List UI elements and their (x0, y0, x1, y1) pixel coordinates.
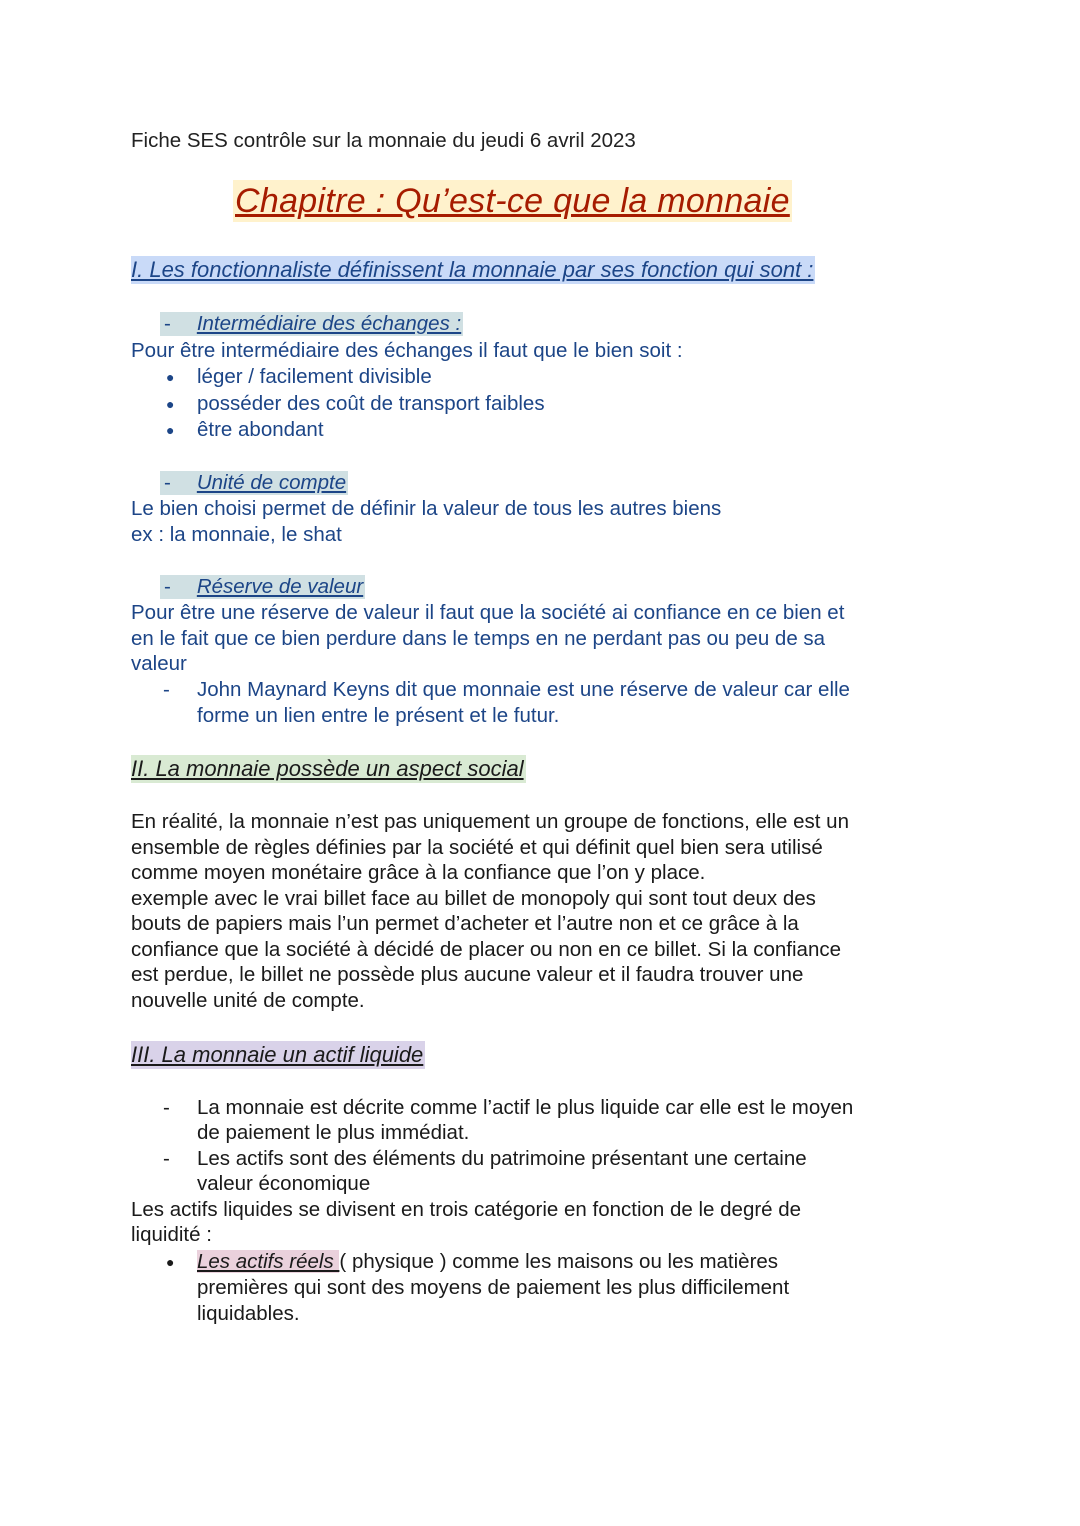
subheading-text: Unité de compte (196, 471, 347, 494)
list-item: léger / facilement divisible (197, 365, 432, 388)
list-item-line: valeur économique (197, 1172, 371, 1195)
list-item-line: La monnaie est décrite comme l’actif le plus liquide car elle est le moyen (197, 1096, 854, 1119)
dash-glyph: - (163, 678, 170, 701)
list-item-line: premières qui sont des moyens de paiement les plus difficilement (197, 1276, 790, 1299)
paragraph-line: en le fait que ce bien perdure dans le temps en ne perdant pas ou peu de sa (131, 627, 826, 650)
list-item-line: liquidables. (197, 1302, 300, 1325)
list-item: posséder des coût de transport faibles (197, 392, 545, 415)
paragraph-line: Pour être une réserve de valeur il faut que la société ai confiance en ce bien et (131, 601, 845, 624)
paragraph-line: nouvelle unité de compte. (131, 989, 365, 1012)
paragraph-line: comme moyen monétaire grâce à la confiance que l’on y place. (131, 861, 706, 884)
highlighted-term: Les actifs réels (197, 1250, 340, 1273)
dash-glyph: - (164, 312, 171, 335)
paragraph-line: ensemble de règles définies par la société et qui définit quel bien sera utilisé (131, 836, 823, 859)
section-3-heading: III. La monnaie un actif liquide (131, 1042, 424, 1067)
dash-glyph: - (164, 471, 171, 494)
subheading-reserve (160, 575, 365, 599)
dash-glyph: - (163, 1096, 170, 1119)
list-item-line: forme un lien entre le présent et le futur. (197, 704, 560, 727)
dash-glyph: - (164, 575, 171, 598)
section-1-heading: I. Les fonctionnaliste définissent la monnaie par ses fonction qui sont : (131, 257, 814, 282)
paragraph: Pour être intermédiaire des échanges il faut que le bien soit : (131, 339, 683, 362)
section-2-heading: II. La monnaie possède un aspect social (131, 756, 524, 781)
bullet-icon: ● (166, 369, 175, 385)
paragraph-line: bouts de papiers mais l’un permet d’acheter et l’autre non et ce grâce à la (131, 912, 799, 935)
list-item-line: John Maynard Keyns dit que monnaie est une réserve de valeur car elle (197, 678, 850, 701)
list-item: être abondant (197, 418, 324, 441)
document-header: Fiche SES contrôle sur la monnaie du jeudi 6 avril 2023 (131, 129, 636, 152)
list-item-text: ( physique ) comme les maisons ou les matières (339, 1250, 779, 1273)
list-item-line: de paiement le plus immédiat. (197, 1121, 470, 1144)
chapter-title: Chapitre : Qu’est-ce que la monnaie (235, 182, 790, 220)
paragraph-line: ex : la monnaie, le shat (131, 523, 342, 546)
paragraph-line: En réalité, la monnaie n’est pas uniquement un groupe de fonctions, elle est un (131, 810, 849, 833)
paragraph-line: liquidité : (131, 1223, 212, 1246)
dash-glyph: - (163, 1147, 170, 1170)
paragraph-line: Le bien choisi permet de définir la valeur de tous les autres biens (131, 497, 722, 520)
paragraph-line: exemple avec le vrai billet face au billet de monopoly qui sont tout deux des (131, 887, 816, 910)
bullet-icon: ● (166, 396, 175, 412)
subheading-text: Réserve de valeur (196, 575, 364, 598)
paragraph-line: Les actifs liquides se divisent en trois catégorie en fonction de le degré de (131, 1198, 802, 1221)
bullet-icon: ● (166, 1254, 175, 1270)
subheading-intermediaire (160, 312, 463, 336)
paragraph-line: valeur (131, 652, 187, 675)
list-item-line: Les actifs sont des éléments du patrimoine présentant une certaine (197, 1147, 807, 1170)
list-item-line (197, 1249, 778, 1275)
subheading-text: Intermédiaire des échanges : (196, 312, 462, 335)
paragraph-line: est perdue, le billet ne possède plus aucune valeur et il faudra trouver une (131, 963, 804, 986)
subheading-unite (160, 471, 348, 495)
paragraph-line: confiance que la société à décidé de placer ou non en ce billet. Si la confiance (131, 938, 842, 961)
bullet-icon: ● (166, 422, 175, 438)
